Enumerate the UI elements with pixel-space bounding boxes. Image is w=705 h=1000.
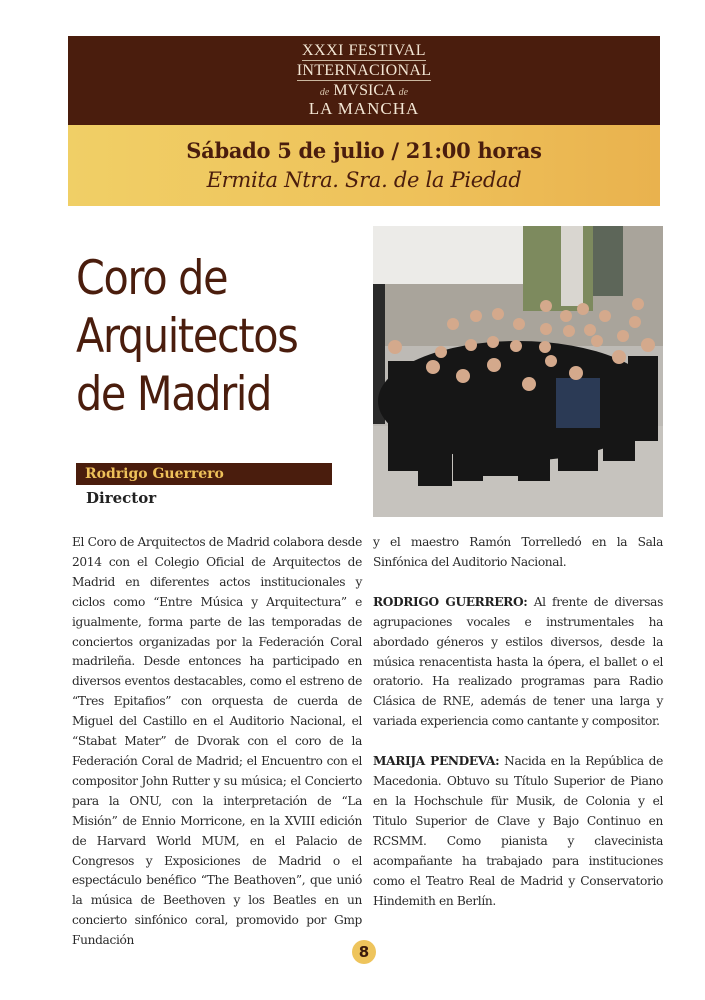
title-line-1: Coro de — [76, 251, 228, 306]
event-date-time: Sábado 5 de julio / 21:00 horas — [186, 138, 542, 163]
guerrero-bio-label: RODRIGO GUERRERO: — [373, 594, 528, 609]
director-name-bar: Rodrigo Guerrero — [76, 463, 332, 485]
page-title — [76, 250, 331, 424]
pendeva-bio-paragraph — [373, 752, 663, 911]
guerrero-bio-text: Al frente de diversas agrupaciones vocales e instrumentales ha abordado géneros y estilos diversos, desde la música renacentista hasta la ópera, el ballet o el oratorio. Ha realizado programas para Radio Clásica de RNE, además de tener una larga y variada experiencia como cantante y compositor. — [373, 594, 664, 729]
festival-header-band — [68, 36, 660, 125]
choir-intro-continued: y el maestro Ramón Torrelledó en la Sala Sinfónica del Auditorio Nacional. — [373, 535, 663, 569]
text-column-left — [72, 533, 362, 971]
title-line-3: de Madrid — [76, 367, 272, 422]
festival-logo — [68, 43, 660, 117]
logo-line-internacional: INTERNACIONAL — [296, 62, 432, 79]
event-venue: Ermita Ntra. Sra. de la Piedad — [206, 168, 522, 192]
logo-de-1: de — [319, 87, 330, 98]
logo-de-2: de — [398, 87, 409, 98]
event-info-band — [68, 125, 660, 206]
logo-line-musica — [320, 83, 408, 99]
text-column-right — [373, 533, 663, 931]
logo-line-la-mancha: LA MANCHA — [308, 99, 420, 118]
page-number-badge: 8 — [352, 940, 376, 964]
pendeva-bio-label: MARIJA PENDEVA: — [373, 754, 500, 769]
guerrero-bio-paragraph — [373, 593, 663, 732]
pendeva-bio-text: Nacida en la República de Macedonia. Obtuvo su Título Superior de Piano en la Hochschule für Musik, de Colonia y el Titulo Superior de Clave y Bajo Continuo en RCSMM. Como pianista y clavecinista acompañante ha trabajado para instituciones como el Teatro Real de Madrid y Conservatorio Hindemith en Berlín. — [373, 754, 663, 908]
title-line-2: Arquitectos — [76, 309, 298, 364]
logo-line-festival: XXXI FESTIVAL — [302, 42, 426, 59]
logo-musica: MVSICA — [333, 82, 395, 99]
choir-photo-illustration — [373, 226, 663, 517]
choir-photo — [373, 226, 663, 517]
director-role: Director — [86, 489, 157, 507]
choir-intro-paragraph: El Coro de Arquitectos de Madrid colabora desde 2014 con el Colegio Oficial de Arquitectos de Madrid en diferentes actos institucionales y ciclos como “Entre Música y Arquitectura” e igualmente, forma parte de las temporadas de conciertos organizadas por la Federación Coral madrileña. Desde entonces ha participado en diversos eventos destacables, como el estreno de “Tres Epitafios” con orquesta de cuerda de Miguel del Castillo en el Auditorio Nacional, el “Stabat Mater” de Dvorak con el coro de la Federación Coral de Madrid; el Encuentro con el compositor John Rutter y su música; el Concierto para la ONU, con la interpretación de “La Misión” de Ennio Morricone, en la XVIII edición de Harvard World MUM, en el Palacio de Congresos y Exposiciones de Madrid o el espectáculo benéfico “The Beathoven”, que unió la música de Beethoven y los Beatles en un concierto sinfónico coral, promovido por Gmp Fundación — [72, 535, 362, 948]
